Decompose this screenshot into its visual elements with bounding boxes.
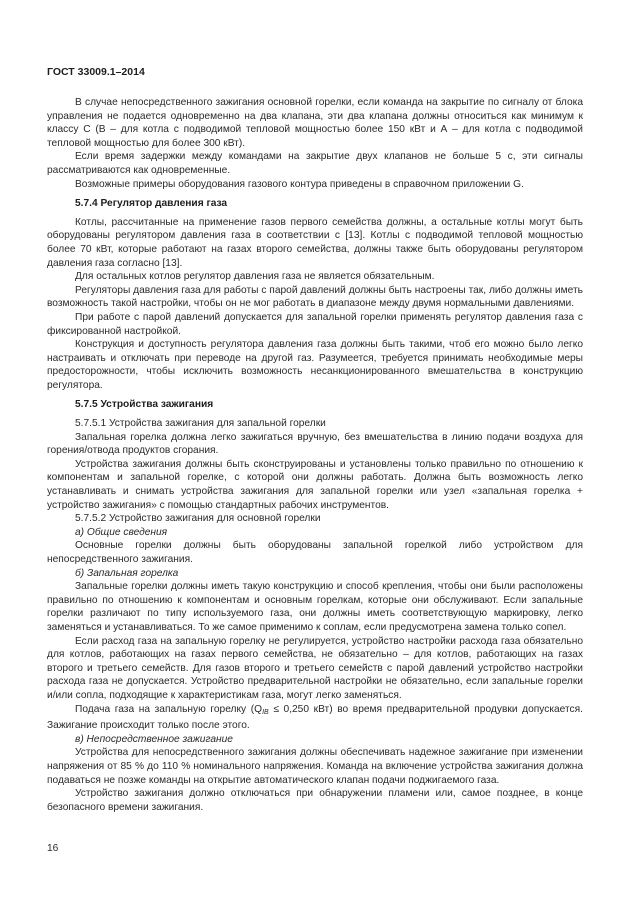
standard-header: ГОСТ 33009.1–2014	[47, 66, 145, 78]
paragraph: Устройства для непосредственного зажигания должны обеспечивать надежное зажигание при изменении напряжения от 85 % до 110 % номинального напряжения. Команда на включение устройства зажигания должна подаваться не позже команды на открытие автоматического клапан подачи поджигаемого газа.	[47, 747, 583, 786]
paragraph: Если расход газа на запальную горелку не регулируется, устройство настройки расхода газа обязательно для котлов, работающих на газах первого семейства, не обязательно – для котлов, работающих на газах второго и третьего семейств. Для газов второго и третьего семейств с парой давлений устройство настройки расхода газа не допускается. Устройство предварительной настройки не обязательно, если запальные горелки и/или сопла, подходящие к характеристикам газа, могут легко заменяться.	[47, 635, 583, 701]
section-heading-5-7-4: 5.7.4 Регулятор давления газа	[75, 198, 228, 210]
paragraph: Устройство зажигания должно отключаться при обнаружении пламени или, самое позднее, в конце безопасного времени зажигания.	[47, 788, 583, 813]
subsection-title-5-7-5-2: 5.7.5.2 Устройство зажигания для основной горелки	[75, 513, 321, 525]
document-body	[47, 96, 583, 814]
supply-subscript: IB	[262, 708, 269, 716]
paragraph: Для остальных котлов регулятор давления газа не является обязательным.	[75, 271, 435, 283]
paragraph: Конструкция и доступность регулятора давления газа должны быть такими, чтоб его можно было легко настраивать и отключать при переводе на другой газ. Разумеется, требуется принимать необходимые меры предосторожности, чтобы исключить возможность несанкционированного вмешательства в конструкцию регулятора.	[47, 339, 583, 391]
paragraph: В случае непосредственного зажигания основной горелки, если команда на закрытие по сигналу от блока управления не подается одновременно на два клапана, эти два клапана должны относиться как минимум к классу С (В – для котла с подводимой тепловой мощностью более 150 кВт и А – для котла с подводимой тепловой мощностью для более 300 кВт).	[47, 97, 583, 149]
paragraph: Устройства зажигания должны быть сконструированы и установлены только правильно по отношению к компонентам и запальной горелке, с которой они должны работать. Должна быть возможность легко устанавливать и снимать устройства зажигания для запальной горелки или узел «запальная горелка + устройство зажигания» с помощью стандартных рабочих инструментов.	[47, 458, 583, 511]
supply-text-post: ≤ 0,250 кВт) во время предварительной продувки допускается. Зажигание происходит только после этого.	[47, 703, 583, 732]
section-heading-5-7-5: 5.7.5 Устройства зажигания	[75, 399, 214, 411]
paragraph: Возможные примеры оборудования газового контура приведены в справочном приложении G.	[75, 178, 524, 190]
paragraph: Основные горелки должны быть оборудованы запальной горелкой либо устройством для непосредственного зажигания.	[47, 540, 583, 565]
item-c-label: в) Непосредственное зажигание	[75, 733, 233, 745]
paragraph: Если время задержки между командами на закрытие двух клапанов не больше 5 с, эти сигналы рассматриваются как одновременные.	[47, 151, 583, 176]
item-a-label: а) Общие сведения	[75, 526, 168, 538]
subsection-title-5-7-5-1: 5.7.5.1 Устройства зажигания для запальной горелки	[75, 418, 326, 430]
paragraph: При работе с парой давлений допускается для запальной горелки применять регулятор давления газа с фиксированной настройкой.	[47, 311, 583, 337]
paragraph: Котлы, рассчитанные на применение газов первого семейства должны, а остальные котлы могут быть оборудованы регулятором давления газа в соответствии с [13]. Котлы с подводимой тепловой мощностью более 70 кВт, которые работают на газах второго семейства, должны также быть оборудованы регулятором давления газа согласно [13].	[47, 216, 583, 269]
item-b-label: б) Запальная горелка	[75, 567, 179, 579]
page-number: 16	[47, 843, 59, 854]
paragraph: Запальные горелки должны иметь такую конструкцию и способ крепления, чтобы они были расположены правильно по отношению к компонентам и основным горелкам, которые они обслуживают. Если запальные горелки различают по типу используемого газа, они должны иметь соответствующую маркировку, легко заменяться и устанавливаться. То же самое применимо к соплам, если предусмотрена замена только сопел.	[47, 581, 583, 633]
paragraph: Запальная горелка должна легко зажигаться вручную, без вмешательства в линию подачи воздуха для горения/отвода продуктов сгорания.	[47, 431, 583, 457]
gas-supply-paragraph	[47, 703, 583, 733]
supply-text-pre: Подача газа на запальную горелку (Q	[75, 703, 263, 715]
paragraph: Регуляторы давления газа для работы с парой давлений должны быть настроены так, либо должны иметь возможность такой настройки, чтобы он не мог работать в диапазоне между двумя нормальными давлениями.	[47, 284, 583, 310]
